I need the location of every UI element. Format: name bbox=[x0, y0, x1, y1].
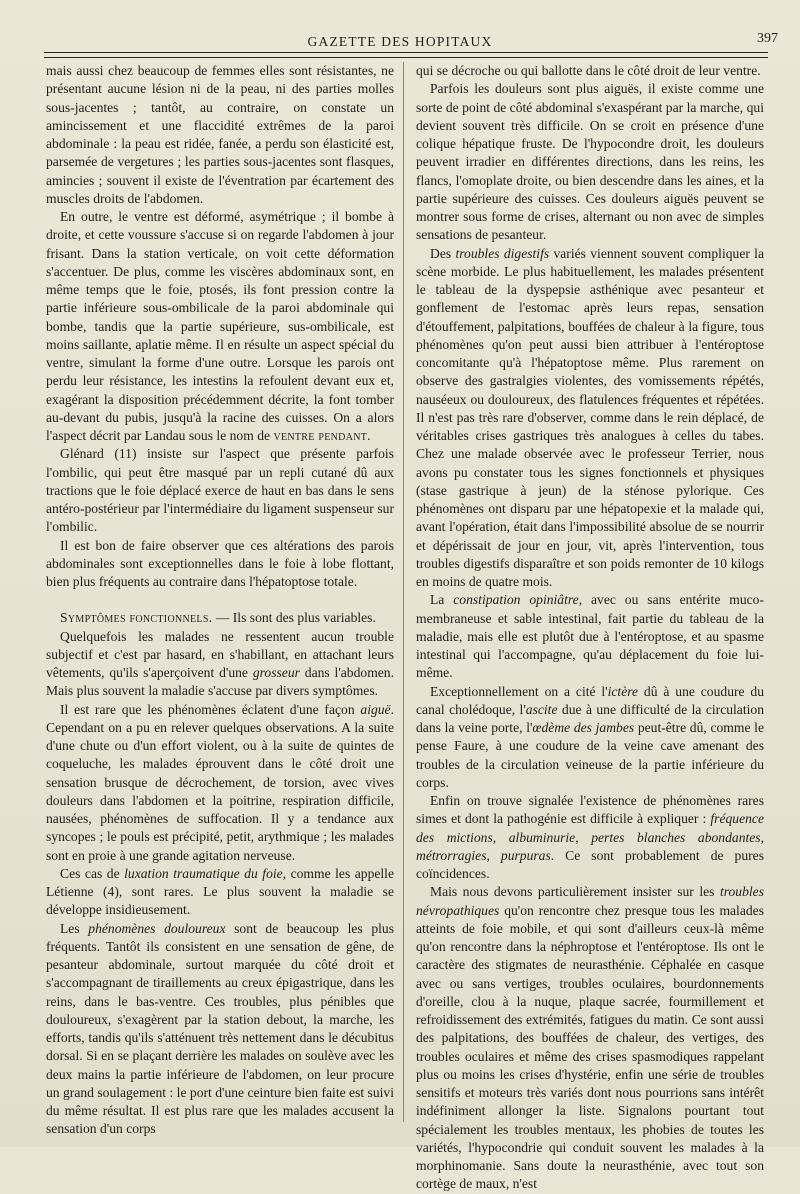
paragraph-text: qui se décroche ou qui ballotte dans le côté droit de leur ventre. bbox=[416, 63, 761, 78]
paragraph-text: due à une difficulté de la circulation dans la veine porte, l' bbox=[416, 701, 764, 735]
left-column bbox=[46, 62, 394, 1139]
paragraph-text: Les bbox=[60, 920, 89, 936]
running-head bbox=[0, 28, 800, 50]
term-ventre-pendant: ventre pendant bbox=[273, 428, 368, 443]
paragraph bbox=[46, 537, 394, 592]
emphasis: troubles névropathiques bbox=[416, 884, 764, 918]
emphasis: fréquence des mictions, albuminurie, pertes blanches abondantes, métrorragies, purpuras bbox=[416, 811, 764, 863]
paragraph-text: Glénard (11) insiste sur l'aspect que présente parfois l'ombilic, qui peut être masqué par un repli cutané dû aux tractions que le foie déplacé exerce de haut en bas dans le sens antéro-postérieur par l'intermédiaire du ligament suspenseur sur l'ombilic. bbox=[46, 446, 394, 535]
paragraph-text: , comme les appelle Létienne (4), sont rares. Le plus souvent la maladie se développe insidieusement. bbox=[46, 865, 394, 918]
paragraph-text: Quelquefois les malades ne ressentent aucun trouble subjectif et c'est par hasard, en s'habillant, en attachant leurs vêtements, qu'ils s'aperçoivent d'une bbox=[46, 628, 394, 680]
header-rule bbox=[44, 52, 768, 58]
emphasis: ascite bbox=[525, 701, 558, 717]
paragraph bbox=[46, 62, 394, 208]
paragraph-text: En outre, le ventre est déformé, asymétrique ; il bombe à droite, et cette voussure s'accuse si on regarde l'abdomen à jour frisant. Dans la station verticale, on voit cette déformation s'accentuer. De plus, comme les viscères abdominaux sont, en même temps que le foie, ptosés, ils font pression contre la partie inférieure sous-ombilicale de la paroi abdominale qui bombe, tandis que la partie supérieure, sus-ombilicale, est moins saillante, aplatie même. Il en résulte un aspect spécial du ventre, simulant la forme d'une outre. Lorsque les parois ont perdu leur résistance, les intestins la refoulent devant eux et, exagérant la disposition précédemment décrite, la font tomber au-devant du pubis, jusqu'à la racine des cuisses. On a alors l'aspect décrit par Landau sous le nom de bbox=[46, 209, 394, 443]
emphasis: troubles digestifs bbox=[455, 245, 550, 261]
paragraph-text: peut-être dû, comme le pense Faure, à une coudure de la veine cave amenant des troubles de la circulation veineuse de la partie inférieure du corps. bbox=[416, 720, 764, 790]
paragraph-text: , avec ou sans entérite muco-membraneuse et sable intestinal, fait partie du tableau de la maladie, mais elle est plutôt due à l'entéroptose, et au spasme intestinal qui l'accompagne, qu'au déplacement du foie lui-même. bbox=[416, 592, 764, 681]
paragraph bbox=[416, 80, 764, 244]
paragraph-text: Il est bon de faire observer que ces altérations des parois abdominales sont exceptionnelles dans le foie à lobe flottant, bien plus fréquents au contraire dans l'hépatoptose totale. bbox=[46, 537, 394, 589]
paragraph-text: . Ce sont probablement de pures coïncidences. bbox=[416, 847, 765, 881]
paragraph bbox=[46, 865, 394, 920]
paragraph-text: qu'on rencontre chez presque tous les malades atteints de foie mobile, et qui sont d'ailleurs ceux-là même qu'on rencontre dans la néphroptose et l'entéroptose. Ils ont le caractère des stigmates de neurasthénie. Céphalée en casque avec ou sans vertiges, troubles oculaires, bourdonnements d'oreille, clou à la nuque, plaque sacrée, fourmillement et refroidissement des extrémités, fatigues du matin. Ce sont aussi des palpitations, des bouffées de chaleur, des vertiges, des troubles oculaires et même des crises spasmodiques rappelant plus ou moins les crises d'hystérie, enfin une série de troubles sensitifs et moteurs très variés dont nous pourrions sans intérêt indéfiniment allonger la liste. Signalons pourtant tout spécialement les troubles mentaux, les phobies de toutes les variétés, l'hypocondrie qui conduit souvent les malades à la morphinomanie. Sans doute la neurasthénie, avec tout son cortège de maux, n'est bbox=[416, 902, 764, 1192]
paragraph-text: Mais nous devons particulièrement insister sur les bbox=[430, 884, 720, 900]
emphasis: constipation opiniâtre bbox=[453, 592, 579, 608]
paragraph bbox=[416, 591, 764, 682]
paragraph-text: dû à une coudure du canal cholédoque, l' bbox=[416, 683, 765, 717]
section-paragraph bbox=[46, 609, 394, 627]
paragraph-text: . bbox=[367, 428, 371, 443]
paragraph-text: Ces cas de bbox=[60, 865, 125, 881]
emphasis: ictère bbox=[607, 683, 639, 699]
paragraph bbox=[46, 208, 394, 445]
paragraph-text: Enfin on trouve signalée l'existence de phénomènes rares simes et dont la pathogénie est difficile à expliquer : bbox=[416, 793, 764, 827]
paragraph-text: Il est rare que les phénomènes éclatent d'une façon bbox=[60, 701, 361, 717]
emphasis: aiguë bbox=[360, 701, 391, 717]
emphasis: œdème des jambes bbox=[532, 720, 635, 735]
right-column bbox=[416, 62, 764, 1194]
paragraph-text: — Ils sont des plus variables. bbox=[212, 610, 376, 626]
page-number: 397 bbox=[757, 31, 778, 46]
paragraph bbox=[46, 920, 394, 1139]
paragraph-text: mais aussi chez beaucoup de femmes elles sont résistantes, ne présentant aucune lésion ni de la peau, ni des parties molles sous-jacentes ; tantôt, au contraire, on constate un amincissement et une flaccidité extrêmes de la paroi abdominale : la peau est ridée, fanée, a perdu son élasticité est, parsemée de vergetures ; les parties sous-jacentes sont flasques, amincies ; souvent il existe de l'éventration par écartement des muscles droits de l'abdomen. bbox=[46, 63, 394, 206]
paragraph bbox=[416, 683, 764, 793]
paragraph bbox=[416, 245, 764, 592]
paragraph-text: La bbox=[430, 592, 454, 608]
emphasis: phénomènes douloureux bbox=[88, 920, 226, 936]
paragraph bbox=[416, 792, 764, 883]
paragraph-text: . Cependant on a pu en relever quelques observations. A la suite d'une chute ou d'un effort violent, ou à la suite de quintes de coqueluche, les malades éprouvent dans le côté droit une sensation brusque de décrochement, de torsion, avec vives douleurs dans l'abdomen et la poitrine, respiration difficile, nausées, phénomènes de suffocation. Il y a tendance aux syncopes ; le pouls est précipité, petit, arythmique ; les malades sont en proie à une grande agitation nerveuse. bbox=[46, 701, 394, 863]
paragraph-text: sont de beaucoup les plus fréquents. Tantôt ils consistent en une sensation de gêne, de pesanteur abdominale, surtout marquée du côté droit et s'accompagnant de tiraillements au creux épigastrique, dans les reins, dans le bas-ventre. Ces troubles, plus pénibles que douloureux, s'exagèrent par la station debout, la marche, les efforts, tandis qu'ils s'atténuent très nettement dans le décubitus dorsal. Si en se plaçant derrière les malades on soulève avec les deux mains la partie inférieure de l'abdomen, on leur procure un grand soulagement : le port d'une ceinture bien faite est suivi du même résultat. Il est plus rare que les malades accusent la sensation d'un corps bbox=[46, 920, 394, 1137]
paragraph-text: dans l'abdomen. Mais plus souvent la maladie s'accuse par divers symptômes. bbox=[46, 665, 394, 699]
paragraph-text: Exceptionnellement on a cité l' bbox=[430, 683, 608, 699]
paragraph bbox=[46, 628, 394, 701]
paragraph bbox=[416, 62, 764, 80]
paragraph-text: variés viennent souvent compliquer la scène morbide. Le plus habituellement, les malades présentent le tableau de la dyspepsie asthénique avec pesanteur et gonflement de l'estomac après leurs repas, sensation d'étouffement, palpitations, bouffées de chaleur à la figure, tous phénomènes qu'on peut aussi bien attribuer à l'entéroptose concomitante qu'à l'hépatoptose même. Plus rarement on observe des gastralgies violentes, des vomissements répétés, nauséeux ou douloureux, des flatulences fréquentes et répétées. Il n'est pas très rare d'observer, comme dans le rein déplacé, de véritables crises gastriques très analogues à celles du tabes. Chez une malade observée avec le professeur Terrier, nous avons pu constater tous les signes fonctionnels et physiques (stase gastrique à jeun) de la sténose pylorique. Ces phénomènes ont disparu par une hépatopexie et la malade qui, avant l'opération, était dans l'impossibilité absolue de se nourrir et dépérissait de jour en jour, vit, après l'intervention, tous troubles digestifs disparaître et son poids remonter de 10 kilogs en moins de quatre mois. bbox=[416, 245, 764, 589]
paragraph-text: Parfois les douleurs sont plus aiguës, il existe comme une sorte de point de côté abdominal s'exaspérant par la marche, qui devient souvent très difficile. On se croit en présence d'une colique hépatique fruste. De l'hypocondre droit, les douleurs peuvent irradier en différentes directions, dans les reins, les flancs, l'omoplate droite, ou bien descendre dans les aines, et la partie supérieure des cuisses. Ces douleurs aiguës peuvent se montrer sous forme de crises, alternant ou non avec de simples sensations de pesanteur. bbox=[416, 81, 764, 243]
section-heading: Symptômes fonctionnels. bbox=[60, 610, 213, 626]
paragraph bbox=[46, 445, 394, 536]
journal-title: GAZETTE DES HOPITAUX bbox=[307, 34, 493, 49]
emphasis: luxation traumatique du foie bbox=[124, 865, 283, 881]
column-divider bbox=[403, 62, 404, 1122]
paragraph-text: Des bbox=[430, 245, 456, 261]
paragraph bbox=[46, 701, 394, 865]
emphasis: grosseur bbox=[252, 665, 300, 680]
